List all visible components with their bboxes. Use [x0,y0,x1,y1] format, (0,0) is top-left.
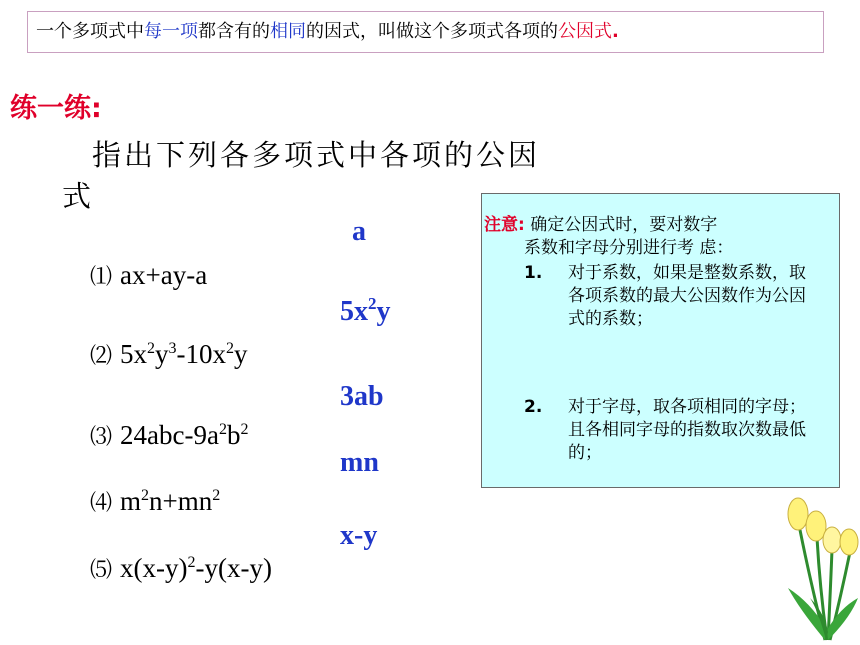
exponent: 2 [226,340,235,357]
expression-text: y [234,339,248,369]
note-item-1 [524,262,824,331]
expression-text: -y(x-y) [195,553,272,583]
problem-number: ⑷ [90,490,113,515]
problem-2 [90,339,248,370]
problem-5 [90,553,272,584]
exponent: 3 [168,340,177,357]
expression-text: n+mn [149,486,213,516]
exponent: 2 [212,487,221,504]
expression-text: 24abc-9a [120,420,219,450]
answer-3 [340,381,384,413]
note-box [481,193,840,488]
expression-text: x(x-y) [120,553,188,583]
note-label: 注意 [484,215,518,235]
note-item-number: 1. [524,263,543,283]
answer-1 [352,216,366,248]
expression-text: 5x [120,339,148,369]
note-intro [482,214,822,260]
definition-box [27,11,824,53]
problem-number: ⑴ [90,264,113,289]
answer-4 [340,447,379,479]
problem-4 [90,486,220,517]
expression-text: mn [340,447,379,478]
definition-text-4: 相同 [270,21,306,42]
expression-text: ax+ay-a [120,260,208,290]
note-colon: : [518,215,525,235]
definition-text-2: 每一项 [144,21,198,42]
expression-text: 5x [340,296,368,327]
definition-text-6: 公因式 [558,21,612,42]
exponent: 2 [147,340,156,357]
problem-number: ⑶ [90,424,113,449]
expression-text: y [155,339,169,369]
note-item-text: 对于系数，如果是整数系数，取各项系数的最大公因数作为公因式的系数； [568,263,806,329]
exponent: 2 [218,421,227,438]
expression-text: y [376,296,391,327]
instruction-line-1: 指出下列各多项式中各项的公因 [92,138,541,172]
expression-text: -10x [176,339,227,369]
expression-text: x-y [340,520,378,551]
exponent: 2 [187,554,196,571]
definition-text-5: 的因式，叫做这个多项式各项的 [306,21,558,42]
note-intro-line-2: 系数和字母分别进行考 虑： [524,238,734,258]
definition-text-7: . [612,21,619,42]
definition-text-1: 一个多项式中 [36,21,144,42]
note-item-number: 2. [524,397,543,417]
exponent: 2 [368,294,377,313]
note-item-text: 对于字母，取各项相同的字母；且各相同字母的指数取次数最低的； [568,397,806,463]
note-item-2 [524,396,824,465]
instruction-line-2: 式 [62,179,92,213]
expression-text: a [352,216,366,247]
problem-number: ⑵ [90,343,113,368]
expression-text: 3ab [340,381,384,412]
section-heading: 练一练: [10,93,102,124]
definition-text-3: 都含有的 [198,21,270,42]
answer-2 [340,296,391,328]
problem-number: ⑸ [90,557,113,582]
tulip-flowers-icon [770,490,860,645]
problem-3 [90,420,248,451]
expression-text: b [226,420,241,450]
exponent: 2 [141,487,150,504]
answer-5 [340,520,377,552]
problem-1 [90,260,207,291]
note-intro-line-1: 确定公因式时，要对数字 [524,215,718,235]
expression-text: m [120,486,142,516]
exponent: 2 [240,421,249,438]
